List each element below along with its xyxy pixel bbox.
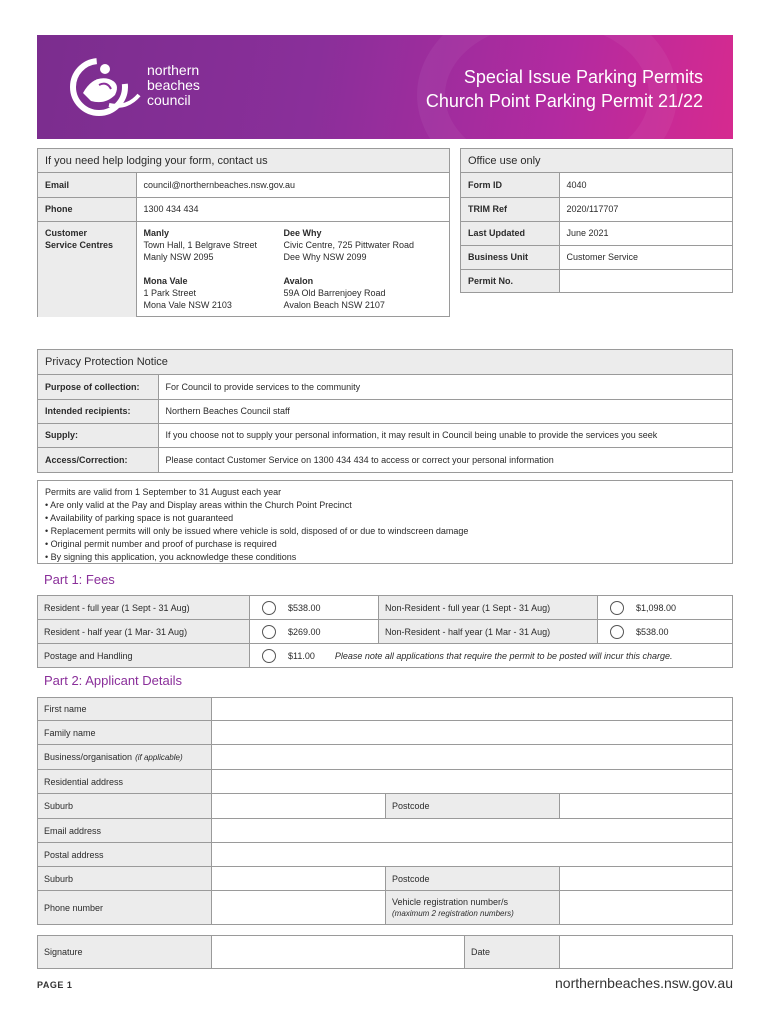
privacy-access-label: Access/Correction:	[38, 447, 158, 472]
family-name-label: Family name	[38, 721, 212, 744]
first-name-row	[37, 697, 733, 721]
postage-option[interactable]	[250, 644, 732, 667]
resident-half-price: $269.00	[288, 626, 321, 637]
service-centres-label-1: Customer	[45, 227, 88, 238]
phone-vehicle-row	[37, 891, 733, 925]
service-centres	[136, 221, 449, 317]
nonresident-full-option[interactable]	[598, 596, 732, 619]
centre-suburb: Mona Vale NSW 2103	[143, 299, 232, 310]
fee-row-full-year	[37, 595, 733, 620]
vehicle-reg-input[interactable]	[560, 891, 732, 924]
centre-dee-why	[284, 227, 443, 263]
postal-address-input[interactable]	[212, 843, 732, 866]
phone-number-input[interactable]	[212, 891, 386, 924]
nonresident-half-radio[interactable]	[610, 625, 624, 639]
condition-line: • Replacement permits will only be issued where vehicle is sold, disposed of or due to windscreen damage	[45, 526, 469, 536]
email-value[interactable]: council@northernbeaches.nsw.gov.au	[136, 173, 449, 197]
privacy-supply-label: Supply:	[38, 423, 158, 447]
form-id-value: 4040	[559, 173, 732, 197]
condition-line: • Are only valid at the Pay and Display areas within the Church Point Precinct	[45, 500, 352, 510]
privacy-recipients-value: Northern Beaches Council staff	[158, 399, 732, 423]
office-heading: Office use only	[461, 149, 732, 173]
contact-box	[37, 148, 450, 317]
logo-text	[147, 63, 200, 108]
centre-suburb: Avalon Beach NSW 2107	[283, 299, 385, 310]
residential-address-row	[37, 770, 733, 794]
centre-suburb: Manly NSW 2095	[143, 251, 214, 262]
centre-address: 1 Park Street	[143, 287, 197, 298]
permit-conditions	[37, 480, 733, 564]
contact-heading: If you need help lodging your form, contact us	[38, 149, 449, 173]
privacy-recipients-label: Intended recipients:	[38, 399, 158, 423]
phone-number-label: Phone number	[38, 891, 212, 924]
resident-full-price: $538.00	[288, 602, 321, 613]
condition-line: • Availability of parking space is not guaranteed	[45, 513, 234, 523]
centre-name: Dee Why	[283, 227, 322, 238]
centre-suburb: Dee Why NSW 2099	[283, 251, 367, 262]
privacy-heading: Privacy Protection Notice	[38, 350, 732, 375]
footer-url[interactable]: northernbeaches.nsw.gov.au	[555, 975, 733, 991]
centre-address: Town Hall, 1 Belgrave Street	[143, 239, 258, 250]
nonresident-full-price: $1,098.00	[636, 602, 677, 613]
page-number: PAGE 1	[37, 980, 73, 990]
trim-ref-label: TRIM Ref	[461, 197, 559, 221]
fee-row-postage	[37, 644, 733, 668]
residential-suburb-input[interactable]	[212, 794, 386, 818]
privacy-purpose-value: For Council to provide services to the community	[158, 375, 732, 399]
signature-input[interactable]	[212, 936, 465, 968]
signature-label: Signature	[38, 936, 212, 968]
postal-suburb-input[interactable]	[212, 867, 386, 890]
last-updated-label: Last Updated	[461, 221, 559, 245]
centre-address: Civic Centre, 725 Pittwater Road	[283, 239, 415, 250]
logo-line-1: northern	[147, 62, 200, 78]
business-label	[38, 745, 212, 769]
residential-address-input[interactable]	[212, 770, 732, 793]
council-logo-icon	[69, 55, 143, 119]
resident-full-radio[interactable]	[262, 601, 276, 615]
nonresident-full-radio[interactable]	[610, 601, 624, 615]
nonresident-half-option[interactable]	[598, 620, 732, 643]
email-address-row	[37, 819, 733, 843]
postal-postcode-label: Postcode	[386, 867, 560, 890]
nonresident-half-price: $538.00	[636, 626, 669, 637]
email-label: Email	[38, 173, 136, 197]
privacy-purpose-label: Purpose of collection:	[38, 375, 158, 399]
part-1-title: Part 1: Fees	[44, 572, 115, 587]
postal-suburb-row	[37, 867, 733, 891]
condition-line: • Original permit number and proof of purchase is required	[45, 539, 277, 549]
residential-postcode-input[interactable]	[560, 794, 732, 818]
postage-price: $11.00	[288, 650, 315, 661]
postal-address-row	[37, 843, 733, 867]
residential-address-label: Residential address	[38, 770, 212, 793]
part-2-title: Part 2: Applicant Details	[44, 673, 183, 688]
service-centres-label	[38, 221, 136, 317]
vehicle-reg-hint: (maximum 2 registration numbers)	[392, 909, 514, 918]
business-hint: (if applicable)	[135, 752, 183, 762]
resident-half-option[interactable]	[250, 620, 379, 643]
centre-name: Avalon	[283, 275, 314, 286]
nonresident-half-label: Non-Resident - half year (1 Mar - 31 Aug)	[379, 620, 598, 643]
family-name-row	[37, 721, 733, 745]
vehicle-reg-label	[386, 891, 560, 924]
postage-note: Please note all applications that require the permit to be posted will incur this charge.	[334, 650, 673, 661]
postal-postcode-input[interactable]	[560, 867, 732, 890]
business-unit-value: Customer Service	[559, 245, 732, 269]
form-id-label: Form ID	[461, 173, 559, 197]
trim-ref-value: 2020/117707	[559, 197, 732, 221]
first-name-label: First name	[38, 698, 212, 720]
centre-name: Mona Vale	[143, 275, 188, 286]
vehicle-reg-label-text: Vehicle registration number/s	[392, 897, 509, 907]
last-updated-value: June 2021	[559, 221, 732, 245]
residential-postcode-label: Postcode	[386, 794, 560, 818]
centre-mona-vale	[144, 275, 284, 311]
nonresident-full-label: Non-Resident - full year (1 Sept - 31 Aug)	[379, 596, 598, 619]
resident-full-option[interactable]	[250, 596, 379, 619]
business-unit-label: Business Unit	[461, 245, 559, 269]
privacy-supply-value: If you choose not to supply your personal information, it may result in Council being unable to provide the services you seek	[158, 423, 732, 447]
business-input[interactable]	[212, 745, 732, 769]
family-name-input[interactable]	[212, 721, 732, 744]
phone-label: Phone	[38, 197, 136, 221]
resident-full-label: Resident - full year (1 Sept - 31 Aug)	[38, 596, 250, 619]
first-name-input[interactable]	[212, 698, 732, 720]
resident-half-label: Resident - half year (1 Mar- 31 Aug)	[38, 620, 250, 643]
form-title-line-1: Special Issue Parking Permits	[463, 67, 703, 87]
condition-line: • By signing this application, you acknowledge these conditions	[45, 552, 297, 562]
residential-suburb-row	[37, 794, 733, 819]
email-address-label: Email address	[38, 819, 212, 842]
date-label: Date	[465, 936, 560, 968]
permit-no-field[interactable]	[559, 269, 732, 292]
phone-value: 1300 434 434	[136, 197, 449, 221]
residential-suburb-label: Suburb	[38, 794, 212, 818]
privacy-box	[37, 349, 733, 473]
postage-label: Postage and Handling	[38, 644, 250, 667]
resident-half-radio[interactable]	[262, 625, 276, 639]
fee-row-half-year	[37, 620, 733, 644]
postage-radio[interactable]	[262, 649, 276, 663]
privacy-access-value: Please contact Customer Service on 1300 434 434 to access or correct your personal information	[158, 447, 732, 472]
logo-line-2: beaches	[147, 77, 200, 93]
centre-name: Manly	[143, 227, 170, 238]
logo-line-3: council	[147, 92, 191, 108]
signature-row	[37, 935, 733, 969]
form-title	[426, 65, 703, 113]
postal-suburb-label: Suburb	[38, 867, 212, 890]
centre-avalon	[284, 275, 443, 311]
service-centres-label-2: Service Centres	[45, 239, 114, 250]
date-input[interactable]	[560, 936, 732, 968]
email-address-input[interactable]	[212, 819, 732, 842]
header-banner	[37, 35, 733, 139]
postal-address-label: Postal address	[38, 843, 212, 866]
permit-no-label: Permit No.	[461, 269, 559, 292]
form-title-line-2: Church Point Parking Permit 21/22	[425, 91, 703, 111]
condition-line: Permits are valid from 1 September to 31 August each year	[45, 487, 282, 497]
business-label-text: Business/organisation	[44, 752, 133, 762]
centre-manly	[144, 227, 284, 263]
business-row	[37, 745, 733, 770]
centre-address: 59A Old Barrenjoey Road	[283, 287, 386, 298]
office-use-box	[460, 148, 733, 293]
